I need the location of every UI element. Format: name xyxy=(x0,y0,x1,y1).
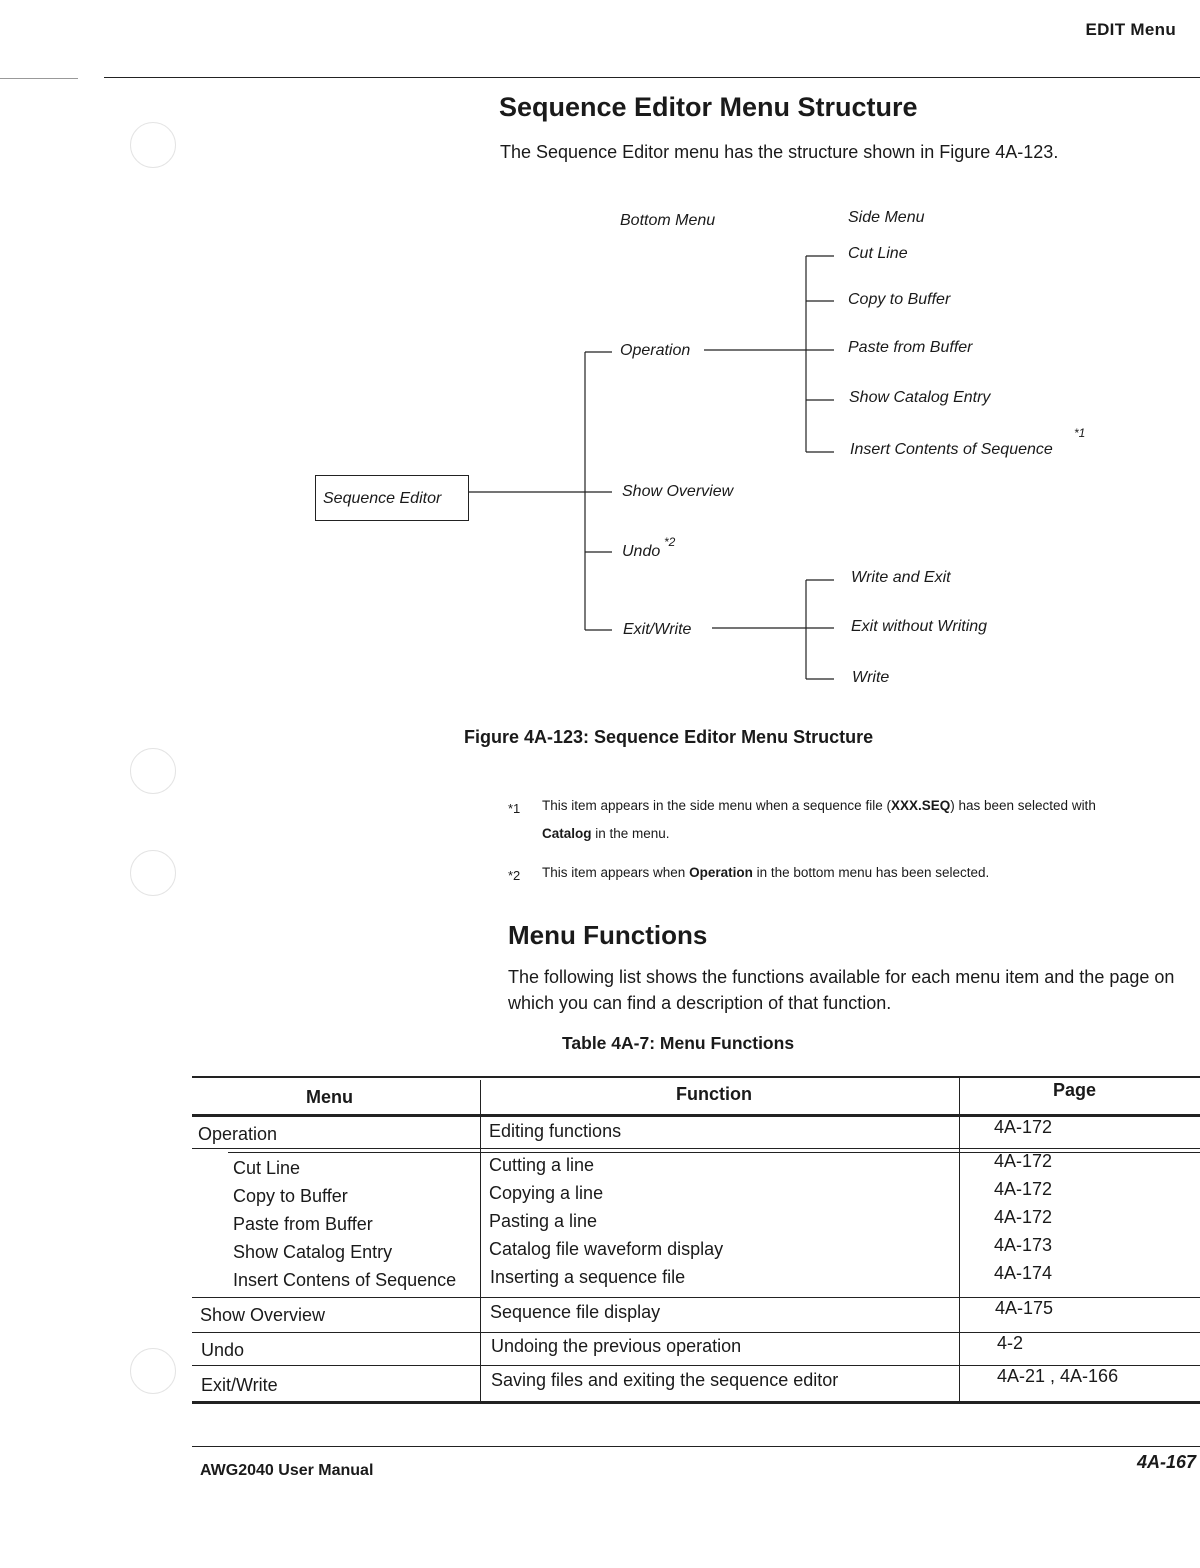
menu-functions-intro: The following list shows the functions available for each menu item and the page on which you can find a description of that function. xyxy=(508,967,1175,1013)
table-cell-menu: Operation xyxy=(198,1124,278,1144)
table-cell-menu: Show Catalog Entry xyxy=(233,1242,393,1262)
figure-caption: Figure 4A-123: Sequence Editor Menu Structure xyxy=(464,727,874,747)
table-cell-menu: Insert Contens of Sequence xyxy=(233,1270,457,1290)
side-item-insert-contents: Insert Contents of Sequence xyxy=(850,441,1053,458)
side-item-exit-without-writing: Exit without Writing xyxy=(851,618,988,635)
column-header-function: Function xyxy=(676,1084,752,1104)
diagram-connectors xyxy=(0,0,1200,720)
table-cell-page: 4A-172 xyxy=(994,1117,1053,1137)
table-cell-menu: Copy to Buffer xyxy=(233,1186,348,1206)
table-cell-function: Copying a line xyxy=(489,1183,604,1203)
footnote-bold-term: Operation xyxy=(689,865,753,880)
binder-hole xyxy=(130,850,176,896)
section-intro: The Sequence Editor menu has the structure shown in Figure 4A-123. xyxy=(500,142,1059,162)
table-cell-page: 4A-172 xyxy=(994,1179,1053,1199)
footer-manual-title: AWG2040 User Manual xyxy=(200,1462,374,1479)
table-rule-top xyxy=(192,1076,1200,1078)
table-rule-row xyxy=(192,1332,1200,1333)
footnote-marker: *2 xyxy=(508,868,521,883)
column-header-menu: Menu xyxy=(306,1087,353,1107)
table-cell-function: Undoing the previous operation xyxy=(491,1336,742,1356)
footnote-bold-term: XXX.SEQ xyxy=(890,798,951,813)
side-item-write-and-exit: Write and Exit xyxy=(851,569,951,586)
table-cell-page: 4A-172 xyxy=(994,1207,1053,1227)
footer-page-number: 4A-167 xyxy=(1136,1452,1196,1472)
bottom-item-show-overview: Show Overview xyxy=(622,483,734,500)
side-item-cut-line: Cut Line xyxy=(848,245,908,262)
table-caption: Table 4A-7: Menu Functions xyxy=(562,1033,795,1053)
section-title: Sequence Editor Menu Structure xyxy=(499,92,918,122)
footnote-1 xyxy=(542,792,1198,848)
table-cell-function: Editing functions xyxy=(489,1121,622,1141)
table-cell-page: 4A-174 xyxy=(994,1263,1053,1283)
table-rule-bottom xyxy=(192,1401,1200,1404)
binder-hole xyxy=(130,1348,176,1394)
bottom-item-exit-write: Exit/Write xyxy=(623,621,692,638)
table-cell-page: 4A-173 xyxy=(994,1235,1053,1255)
table-cell-page: 4A-21 , 4A-166 xyxy=(997,1366,1119,1386)
table-cell-page: 4A-175 xyxy=(995,1298,1054,1318)
side-item-show-catalog-entry: Show Catalog Entry xyxy=(849,389,991,406)
running-header: EDIT Menu xyxy=(1085,20,1176,39)
bottom-menu-heading: Bottom Menu xyxy=(620,212,716,229)
footnote-text: ) has been selected with xyxy=(950,798,1096,813)
undo-note-marker: *2 xyxy=(664,535,676,549)
footnote-text: This item appears when xyxy=(542,865,690,880)
table-cell-menu: Paste from Buffer xyxy=(233,1214,373,1234)
column-header-page: Page xyxy=(1053,1080,1097,1100)
menu-functions-title: Menu Functions xyxy=(508,920,708,950)
table-cell-menu: Show Overview xyxy=(200,1305,326,1325)
footnote-text: in the bottom menu has been selected. xyxy=(752,865,990,880)
bottom-item-operation: Operation xyxy=(620,342,691,359)
table-cell-page: 4A-172 xyxy=(994,1151,1053,1171)
table-cell-menu: Exit/Write xyxy=(201,1375,278,1395)
table-column-divider xyxy=(959,1078,960,1402)
table-column-divider xyxy=(480,1080,481,1402)
table-cell-function: Sequence file display xyxy=(490,1302,661,1322)
insert-note-marker: *1 xyxy=(1074,426,1086,440)
footnote-marker: *1 xyxy=(508,801,521,816)
table-cell-function: Inserting a sequence file xyxy=(490,1267,686,1287)
table-cell-function: Cutting a line xyxy=(489,1155,595,1175)
table-cell-menu: Cut Line xyxy=(233,1158,301,1178)
bottom-item-undo: Undo xyxy=(622,543,661,560)
binder-hole xyxy=(130,748,176,794)
footnote-bold-term: Catalog xyxy=(542,826,592,841)
footnote-text: This item appears in the side menu when a sequence file ( xyxy=(542,798,891,813)
side-menu-heading: Side Menu xyxy=(848,209,925,226)
side-item-copy-to-buffer: Copy to Buffer xyxy=(848,291,951,308)
table-cell-page: 4-2 xyxy=(997,1333,1024,1353)
footer-rule xyxy=(192,1446,1200,1447)
table-rule-row xyxy=(228,1152,1200,1153)
table-cell-menu: Undo xyxy=(201,1340,245,1360)
footnote-text: in the menu. xyxy=(591,826,670,841)
table-cell-function: Pasting a line xyxy=(489,1211,598,1231)
side-item-paste-from-buffer: Paste from Buffer xyxy=(848,339,973,356)
footnote-2 xyxy=(542,859,989,887)
side-item-write: Write xyxy=(852,669,890,686)
root-node-label: Sequence Editor xyxy=(323,490,442,507)
table-rule-row xyxy=(192,1148,1200,1149)
table-cell-function: Catalog file waveform display xyxy=(489,1239,724,1259)
table-cell-function: Saving files and exiting the sequence editor xyxy=(491,1370,839,1390)
